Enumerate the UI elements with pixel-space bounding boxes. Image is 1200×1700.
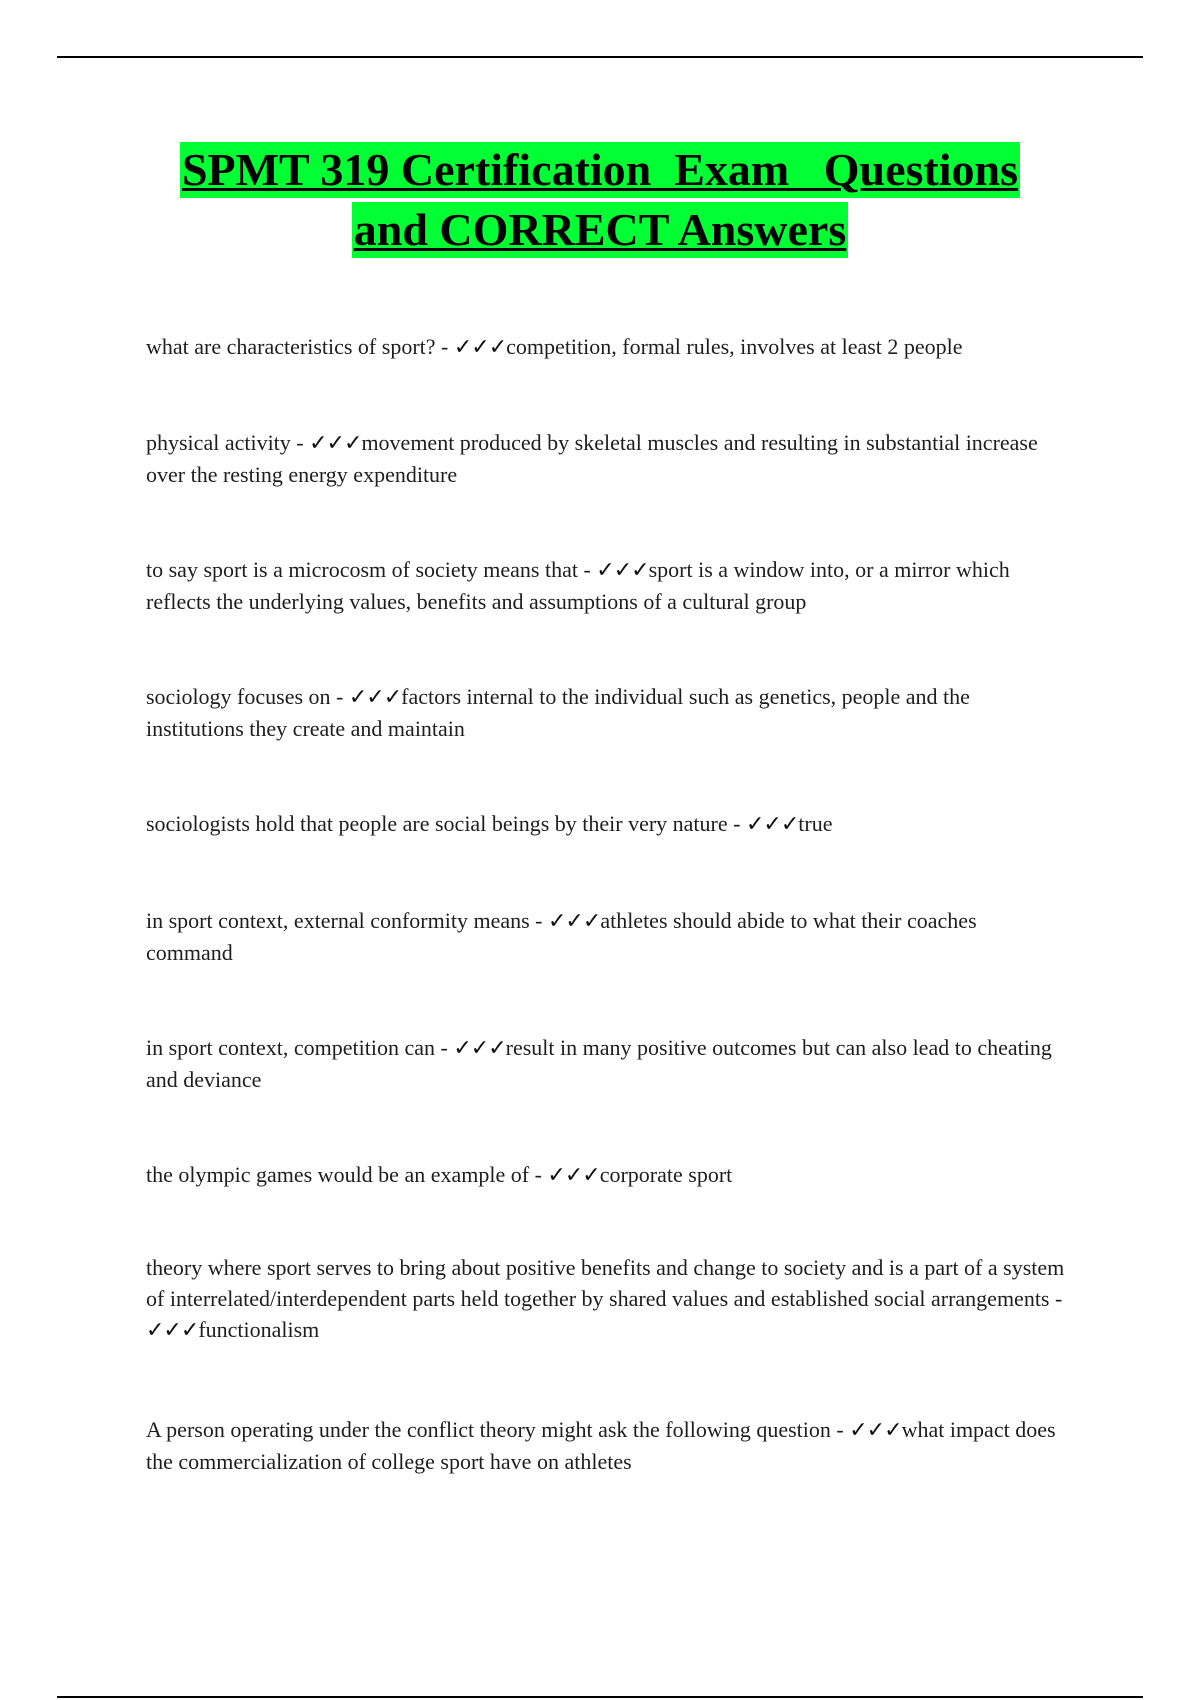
answer-text: functionalism (198, 1317, 320, 1342)
document-title (0, 142, 1200, 258)
question-text: theory where sport serves to bring about positive benefits and change to society and is a part of a system of interrelated/interdependent parts held together by shared values and established social arrangements (146, 1255, 1065, 1311)
check-mark-icon: ✓✓✓ (453, 335, 507, 360)
title-line-1: SPMT 319 Certification Exam Questions (180, 142, 1020, 198)
check-mark-icon: ✓✓✓ (453, 1036, 506, 1061)
qa-item-5 (146, 808, 1066, 840)
answer-text: factors internal to the individual such as genetics, people and the institutions they create and maintain (146, 684, 970, 741)
check-mark-icon: ✓✓✓ (849, 1418, 902, 1443)
question-text: the olympic games would be an example of (146, 1162, 530, 1187)
qa-item-6 (146, 905, 1066, 968)
separator: - (529, 1162, 548, 1187)
title-line-2: and CORRECT Answers (352, 202, 848, 258)
separator: - (435, 334, 454, 359)
separator: - (577, 557, 597, 582)
check-mark-icon: ✓✓✓ (146, 1318, 199, 1343)
question-text: sociologists hold that people are social beings by their very nature (146, 811, 728, 836)
question-text: sociology focuses on (146, 684, 331, 709)
top-rule (57, 56, 1143, 58)
answer-text: result in many positive outcomes but can also lead to cheating and deviance (146, 1035, 1052, 1092)
question-text: what are characteristics of sport? (146, 334, 436, 359)
question-text: A person operating under the conflict theory might ask the following question (146, 1417, 831, 1442)
separator: - (290, 430, 310, 455)
separator: - (529, 908, 548, 933)
answer-text: competition, formal rules, involves at least 2 people (506, 334, 963, 359)
question-text: to say sport is a microcosm of society means that (146, 557, 578, 582)
answer-text: movement produced by skeletal muscles and resulting in substantial increase over the resting energy expenditure (146, 430, 1038, 487)
separator: - (727, 811, 746, 836)
separator: - (1049, 1286, 1063, 1311)
qa-item-3 (146, 554, 1066, 617)
question-text: in sport context, competition can (146, 1035, 435, 1060)
bottom-rule (57, 1696, 1143, 1698)
qa-item-9 (146, 1252, 1066, 1346)
answer-text: athletes should abide to what their coaches command (146, 908, 977, 965)
separator: - (830, 1417, 850, 1442)
check-mark-icon: ✓✓✓ (309, 431, 362, 456)
qa-item-1 (146, 331, 1066, 363)
answer-text: what impact does the commercialization of college sport have on athletes (146, 1417, 1056, 1474)
check-mark-icon: ✓✓✓ (547, 1163, 600, 1188)
check-mark-icon: ✓✓✓ (348, 685, 402, 710)
qa-item-7 (146, 1032, 1066, 1095)
check-mark-icon: ✓✓✓ (596, 558, 649, 583)
separator: - (330, 684, 349, 709)
qa-item-8 (146, 1159, 1066, 1191)
question-text: in sport context, external conformity means (146, 908, 530, 933)
check-mark-icon: ✓✓✓ (745, 812, 799, 837)
check-mark-icon: ✓✓✓ (548, 909, 601, 934)
question-text: physical activity (146, 430, 291, 455)
answer-text: corporate sport (599, 1162, 733, 1187)
qa-item-4 (146, 681, 1066, 744)
qa-item-10 (146, 1414, 1066, 1477)
answer-text: sport is a window into, or a mirror which reflects the underlying values, benefits and assumptions of a cultural group (146, 557, 1010, 614)
answer-text: true (798, 811, 833, 836)
separator: - (435, 1035, 454, 1060)
qa-item-2 (146, 427, 1066, 490)
